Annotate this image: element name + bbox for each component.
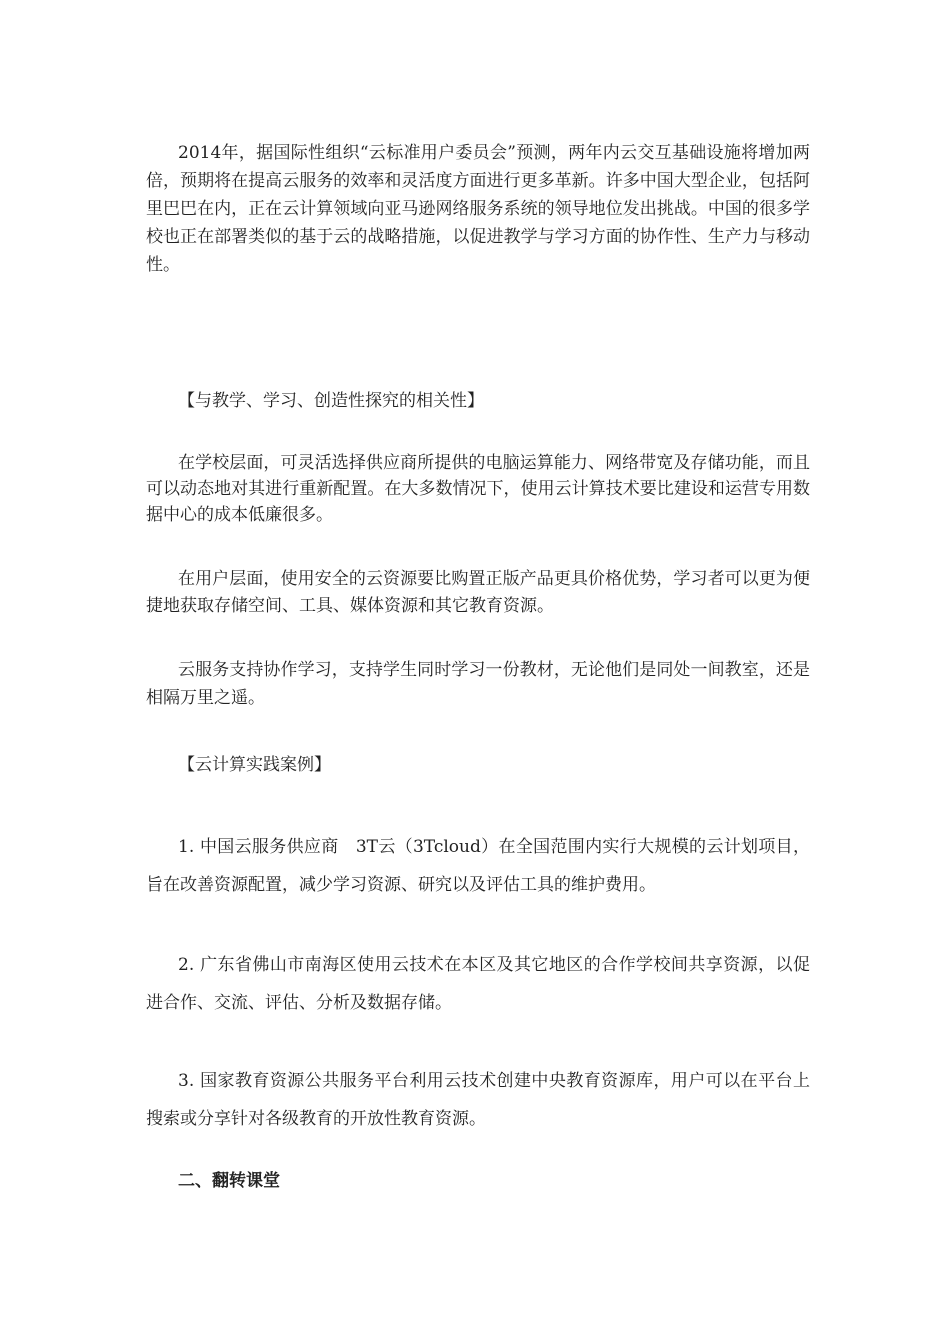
case-3-paragraph: 3. 国家教育资源公共服务平台利用云技术创建中央教育资源库，用户可以在平台上搜索或分享针对各级教育的开放性教育资源。 (146, 1071, 810, 1129)
school-level-paragraph: 在学校层面，可灵活选择供应商所提供的电脑运算能力、网络带宽及存储功能，而且可以动态地对其进行重新配置。在大多数情况下，使用云计算技术要比建设和运营专用数据中心的成本低廉很多。 (146, 453, 810, 525)
collaboration-paragraph: 云服务支持协作学习，支持学生同时学习一份教材，无论他们是同处一间教室，还是相隔万里之遥。 (146, 660, 810, 708)
section-two-heading: 二、翻转课堂 (178, 1171, 280, 1191)
relevance-heading: 【与教学、学习、创造性探究的相关性】 (178, 391, 484, 411)
user-level-paragraph: 在用户层面，使用安全的云资源要比购置正版产品更具价格优势，学习者可以更为便捷地获取存储空间、工具、媒体资源和其它教育资源。 (146, 569, 810, 616)
case-1-paragraph: 1. 中国云服务供应商 3T云（3Tcloud）在全国范围内实行大规模的云计划项目，旨在改善资源配置，减少学习资源、研究以及评估工具的维护费用。 (146, 837, 810, 895)
case-2-paragraph: 2. 广东省佛山市南海区使用云技术在本区及其它地区的合作学校间共享资源，以促进合作、交流、评估、分析及数据存储。 (146, 955, 810, 1013)
cases-heading: 【云计算实践案例】 (178, 755, 331, 775)
intro-paragraph: 2014年，据国际性组织“云标准用户委员会”预测，两年内云交互基础设施将增加两倍，预期将在提高云服务的效率和灵活度方面进行更多革新。许多中国大型企业，包括阿里巴巴在内，正在云计算领域向亚马逊网络服务系统的领导地位发出挑战。中国的很多学校也正在部署类似的基于云的战略措施，以促进教学与学习方面的协作性、生产力与移动性。 (146, 143, 810, 275)
